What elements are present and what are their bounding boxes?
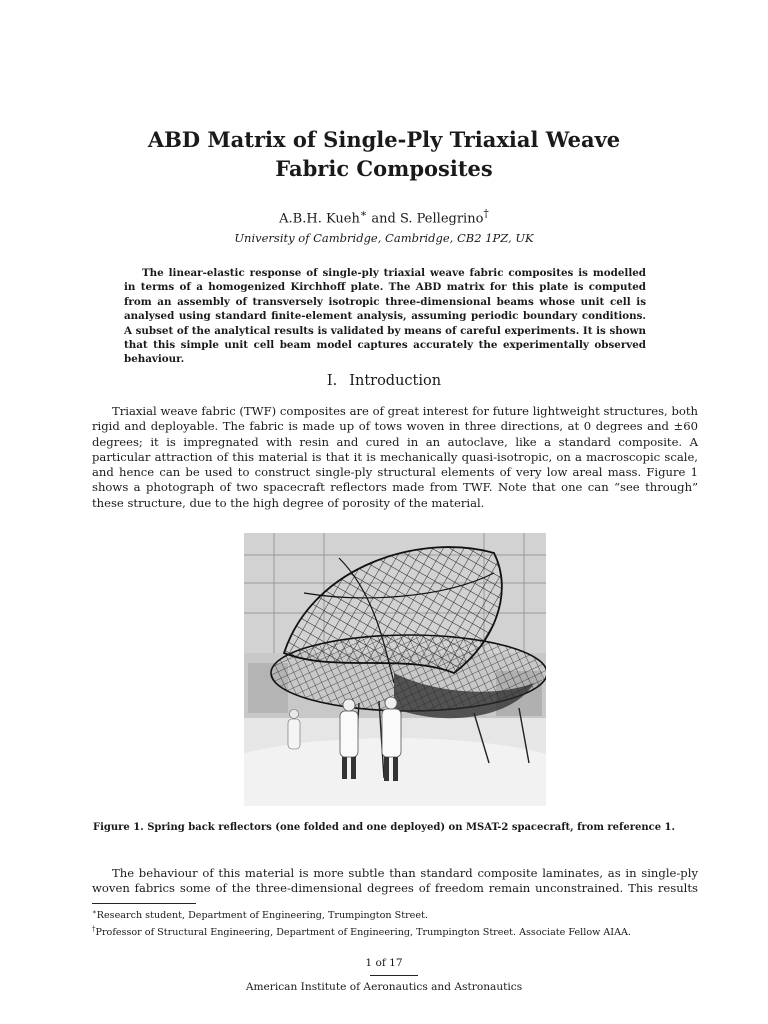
page-number: 1 of 17 <box>365 957 403 969</box>
section-number: I. <box>326 373 338 389</box>
author-name: A.B.H. Kueh <box>279 211 360 227</box>
body-paragraph: The behaviour of this material is more subtle than standard composite laminates, as in single-ply woven fabrics some of the three-dimensional degrees of freedom remain unconstrained. This results <box>92 866 698 896</box>
author-name: S. Pellegrino <box>399 211 484 227</box>
figure-photo <box>244 533 546 806</box>
section-heading <box>0 373 768 389</box>
footnote <box>92 906 712 923</box>
paper-title-line-2: Fabric Composites <box>275 156 493 181</box>
paper-title <box>0 125 768 183</box>
footnote-marker: † <box>483 207 489 220</box>
footnote-divider <box>92 903 196 904</box>
reflector-photo-image <box>244 533 546 806</box>
footnote-marker: † <box>92 924 96 933</box>
body-paragraph: Triaxial weave fabric (TWF) composites are of great interest for future lightweight structures, both rigid and deployable. The fabric is made up of tows woven in three directions, at 0 degrees and ±60 degrees; it is impregnated with resin and cured in an autoclave, like a standard composite. A particular attraction of this material is that it is mechanically quasi-isotropic, on a macroscopic scale, and hence can be used to construct single-ply structural elements of very low areal mass. Figure 1 shows a photograph of two spacecraft reflectors made from TWF. Note that one can “see through” these structure, due to the high degree of porosity of the material. <box>92 404 698 510</box>
author-list <box>0 207 768 226</box>
author-conjunction: and <box>367 211 400 227</box>
affiliation: University of Cambridge, Cambridge, CB2 1PZ, UK <box>234 231 534 245</box>
paper-title-line-1: ABD Matrix of Single-Ply Triaxial Weave <box>147 127 621 152</box>
figure-caption: Figure 1. Spring back reflectors (one folded and one deployed) on MSAT-2 spacecraft, from reference 1. <box>93 822 675 833</box>
footnote-marker: ∗ <box>92 908 97 916</box>
footnote-text: Research student, Department of Engineering, Trumpington Street. <box>96 910 428 922</box>
footnote <box>92 923 712 940</box>
footer-divider <box>370 975 418 976</box>
footnote-marker: ∗ <box>359 207 368 220</box>
abstract: The linear-elastic response of single-ply triaxial weave fabric composites is modelled in terms of a homogenized Kirchhoff plate. The ABD matrix for this plate is computed from an assembly of transversely isotropic three-dimensional beams whose unit cell is analysed using standard finite-element analysis, assuming periodic boundary conditions. A subset of the analytical results is validated by means of careful experiments. It is shown that this simple unit cell beam model captures accurately the experimentally observed behaviour. <box>124 267 646 366</box>
footnotes <box>92 906 712 939</box>
section-title: Introduction <box>349 373 442 389</box>
publisher-name: American Institute of Aeronautics and Astronautics <box>245 981 523 993</box>
footnote-text: Professor of Structural Engineering, Department of Engineering, Trumpington Street. Associate Fellow AIAA. <box>95 926 631 938</box>
